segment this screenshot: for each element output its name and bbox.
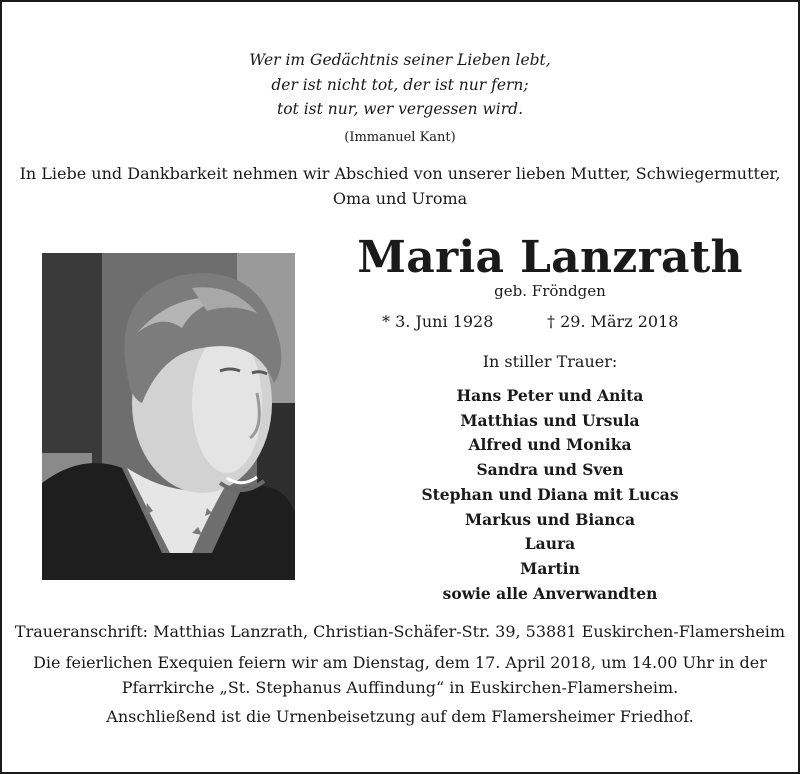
mourning-address: Traueranschrift: Matthias Lanzrath, Christian-Schäfer-Str. 39, 53881 Euskirchen-Flamersheim [14, 622, 786, 641]
portrait-photo [42, 253, 295, 580]
list-item: Markus und Bianca [464, 509, 636, 529]
intro-line: In Liebe und Dankbarkeit nehmen wir Abschied von unserer lieben Mutter, Schwiegermutter, [19, 164, 781, 183]
mourners-list [302, 384, 798, 606]
birth-date: * 3. Juni 1928 [382, 312, 494, 331]
quote-line: der ist nicht tot, der ist nur fern; [271, 75, 529, 94]
deceased-name: Maria Lanzrath [357, 232, 743, 283]
intro-text [2, 162, 798, 211]
list-item: sowie alle Anverwandten [442, 583, 658, 603]
quote-line: Wer im Gedächtnis seiner Lieben lebt, [249, 51, 551, 69]
list-item: Hans Peter und Anita [456, 386, 644, 405]
list-item: Alfred und Monika [468, 435, 632, 455]
memorial-quote [2, 48, 798, 122]
list-item: Matthias und Ursula [460, 410, 640, 430]
mourners-heading: In stiller Trauer: [482, 352, 618, 371]
service-line: Die feierlichen Exequien feiern wir am Dienstag, dem 17. April 2018, um 14.00 Uhr in der [33, 653, 767, 672]
death-date: † 29. März 2018 [547, 312, 679, 331]
portrait-photo-icon [42, 253, 295, 580]
burial-info: Anschließend ist die Urnenbeisetzung auf dem Flamersheimer Friedhof. [106, 707, 694, 726]
list-item: Sandra und Sven [476, 460, 624, 480]
birth-name: geb. Fröndgen [494, 282, 606, 300]
service-line: Pfarrkirche „St. Stephanus Auffindung“ in Euskirchen-Flamersheim. [121, 678, 679, 697]
list-item: Laura [524, 534, 576, 554]
quote-author: (Immanuel Kant) [344, 130, 456, 145]
funeral-service-info [2, 650, 798, 700]
quote-line: tot ist nur, wer vergessen wird. [277, 100, 523, 118]
intro-line: Oma und Uroma [332, 188, 468, 208]
list-item: Martin [520, 558, 580, 578]
list-item: Stephan und Diana mit Lucas [421, 484, 679, 504]
